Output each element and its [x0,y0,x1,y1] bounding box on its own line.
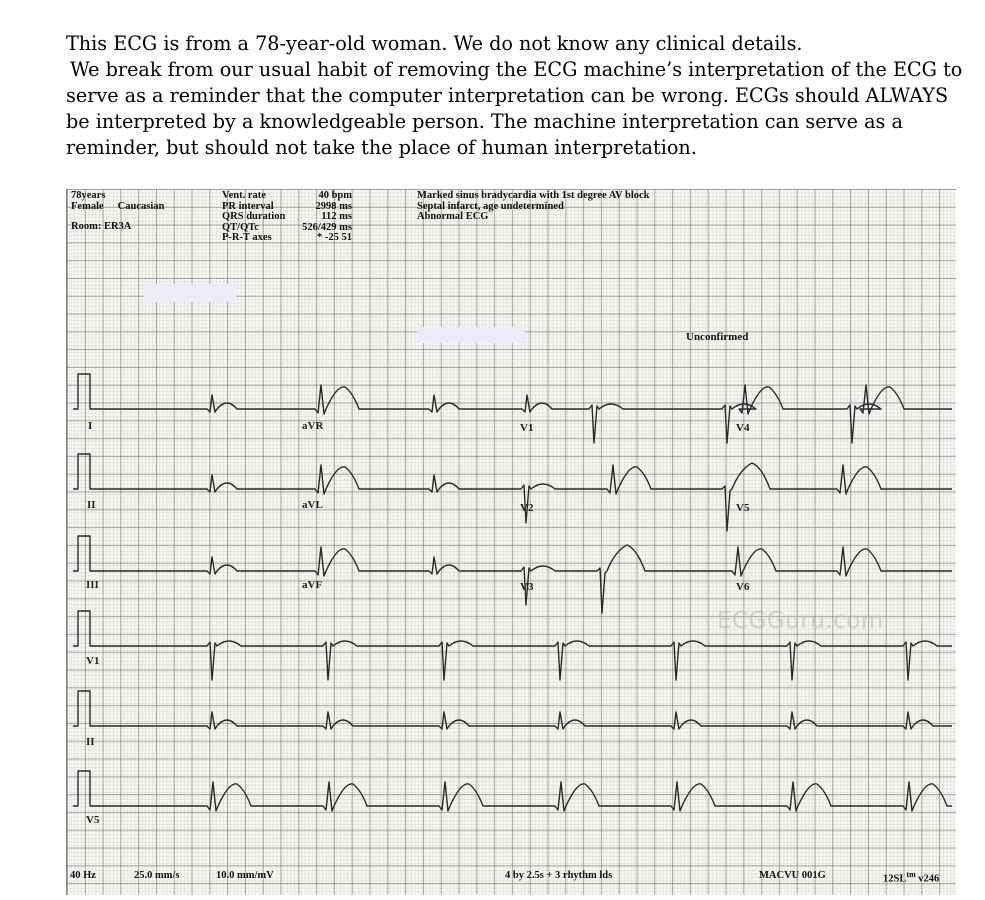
ecg-traces [67,189,956,895]
intro-line: be interpreted by a knowledgeable person. The machine interpretation can serve as a [66,110,903,133]
qrs-duration-value: 112 ms [321,211,352,222]
footer-device: MACVU 001G [759,870,826,881]
watermark-ecgguru: ECGGuru.com [717,608,884,634]
patient-age: 78years [71,190,106,201]
qt-value: 526/429 ms [302,221,352,233]
footer-format: 4 by 2.5s + 3 rhythm lds [505,870,613,881]
rhythm-label-ii: II [86,736,95,748]
axes-value: * -25 51 [317,232,352,243]
vent-rate-label: Vent. rate [222,190,266,201]
lead-label-ii: II [87,499,96,511]
lead-label-avl: aVL [302,499,323,511]
ecg-trace-row-6 [73,771,952,811]
pr-interval-label: PR interval [222,200,274,212]
lead-label-v5: V5 [736,502,750,514]
intro-line: We break from our usual habit of removing the ECG machine’s interpretation of the ECG to [70,58,963,81]
intro-text [66,31,966,161]
intro-line: This ECG is from a 78-year-old woman. We do not know any clinical details. [66,32,803,55]
intro-line: reminder, but should not take the place of human interpretation. [66,136,697,159]
lead-label-i: I [88,420,93,432]
software-sup: tm [906,870,916,879]
lead-label-avf: aVF [302,579,323,591]
patient-race: Caucasian [117,200,165,212]
qrs-duration-label: QRS duration [222,211,286,222]
pr-interval-value: 2998 ms [315,200,352,212]
footer-speed: 25.0 mm/s [134,870,180,881]
lead-label-iii: III [86,579,99,591]
lead-label-v2: V2 [520,502,534,514]
footer-gain: 10.0 mm/mV [216,870,274,881]
vent-rate-value: 40 bpm [318,190,352,201]
ecg-trace-row-2 [73,454,952,531]
lead-label-v6: V6 [736,581,750,593]
rhythm-label-v1: V1 [86,655,100,667]
ecg-sheet [66,189,956,895]
footer-software [883,870,939,885]
qt-label: QT/QTc [222,221,259,233]
lead-label-v3: V3 [520,581,534,593]
intro-line: serve as a reminder that the computer interpretation can be wrong. ECGs should ALWAYS [66,84,949,107]
interpretation-line: Abnormal ECG [417,211,489,222]
interpretation-line: Septal infarct, age undetermined [417,200,564,212]
ecg-trace-row-3 [73,536,952,613]
rhythm-label-v5: V5 [86,814,100,826]
ecg-trace-row-1 [73,374,952,443]
axes-label: P-R-T axes [222,232,272,243]
patient-room: Room: ER3A [71,221,132,232]
lead-label-v1: V1 [520,422,534,434]
lead-label-v4: V4 [736,422,750,434]
software-version: v246 [915,873,940,885]
ecg-trace-row-4 [73,611,952,680]
lead-label-avr: aVR [302,420,324,432]
interpretation-line: Marked sinus bradycardia with 1st degree AV block [417,190,650,201]
ecg-trace-row-5 [73,691,952,729]
status-unconfirmed: Unconfirmed [686,331,749,343]
footer-filter: 40 Hz [70,870,96,881]
patient-sex: Female [71,200,104,212]
software-main: 12SL [883,873,907,885]
